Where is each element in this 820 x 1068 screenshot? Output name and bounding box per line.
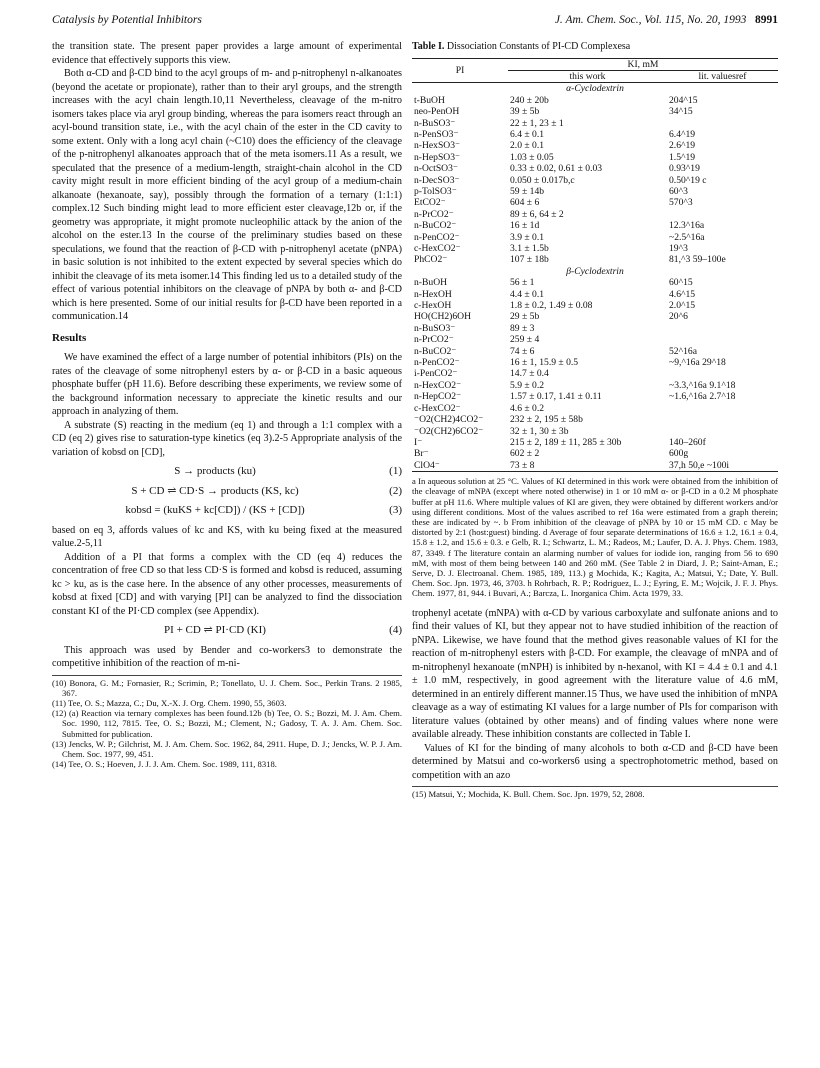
pi-cell: t-BuOH [414,94,445,106]
reference: (11) Tee, O. S.; Mazza, C.; Du, X.-X. J. Org. Chem. 1990, 55, 3603. [52,697,287,708]
this-work-cell: 5.9 ± 0.2 [510,379,545,391]
lit-value-cell: 81,^3 59–100e [669,254,726,266]
lit-value-cell: 2.6^19 [669,140,696,152]
header-pi: PI [455,64,465,76]
lit-value-cell: 6.4^19 [669,128,696,140]
pi-cell: n-BuCO2⁻ [414,220,457,232]
table-row [412,106,778,117]
reference: (14) Tee, O. S.; Hoeven, J. J. J. Am. Chem. Soc. 1989, 111, 8318. [52,759,277,770]
lit-value-cell: ~2.5^16a [669,231,705,243]
pi-cell: n-BuSO3⁻ [414,117,456,129]
table-row [412,129,778,140]
pi-cell: c-HexCO2⁻ [414,243,461,254]
table-row [412,414,778,425]
pi-cell: n-PrCO2⁻ [414,208,454,220]
section-heading-results: Results [52,331,87,344]
this-work-cell: 32 ± 1, 30 ± 3b [510,425,569,437]
pi-cell: EtCO2⁻ [414,197,446,209]
table-row [412,289,778,300]
lit-value-cell: 1.5^19 [669,151,696,163]
page-number: 8991 [755,14,778,26]
this-work-cell: 3.9 ± 0.1 [510,231,545,243]
pi-cell: n-HexOH [414,288,452,300]
pi-cell: n-BuOH [414,277,448,289]
this-work-cell: 74 ± 6 [510,345,535,357]
this-work-cell: 1.57 ± 0.17, 1.41 ± 0.11 [510,391,602,403]
header-lit-values: lit. valuesref [698,70,747,82]
pi-cell: neo-PenOH [414,106,460,118]
pi-cell: i-PenCO2⁻ [414,368,458,380]
equation-3 [52,504,402,518]
pi-cell: n-PenCO2⁻ [414,357,460,369]
this-work-cell: 29 ± 5b [510,311,540,323]
table-row [412,426,778,437]
journal-citation: J. Am. Chem. Soc., Vol. 115, No. 20, 1993 [554,14,747,26]
table-row [412,220,778,231]
pi-cell: n-HepSO3⁻ [414,151,461,163]
this-work-cell: 16 ± 1, 15.9 ± 0.5 [510,357,579,369]
table-row [412,95,778,106]
journal-header [458,14,778,26]
pi-cell: c-HexOH [414,300,452,312]
this-work-cell: 1.03 ± 0.05 [510,151,554,163]
this-work-cell: 4.4 ± 0.1 [510,288,545,300]
lit-value-cell: ~3.3,^16a 9.1^18 [669,379,736,391]
table-label: Table I. [412,41,445,52]
this-work-cell: 89 ± 3 [510,322,535,334]
this-work-cell: 215 ± 2, 189 ± 11, 285 ± 30b [510,436,622,448]
references-right [412,786,778,799]
table-row [412,460,778,472]
this-work-cell: 6.4 ± 0.1 [510,128,545,140]
paragraph: We have examined the effect of a large number of potential inhibitors (PIs) on the rates of the cleavage of some nitrophenyl esters by α- or β-CD in a basic aqueous phosphate buffer (pH 11.6). Before describing these experiments, we review some of the background information necessary to appreciate the kinetic results and our approach in analyzing of them. [52,352,402,417]
pi-cell: I⁻ [414,436,423,448]
this-work-cell: 39 ± 5b [510,106,540,118]
reference: (15) Matsui, Y.; Mochida, K. Bull. Chem. Soc. Jpn. 1979, 52, 2808. [412,789,645,800]
table-row [412,357,778,368]
equation-4 [52,624,402,638]
lit-value-cell [667,209,778,220]
this-work-cell: 1.8 ± 0.2, 1.49 ± 0.08 [510,300,593,312]
paragraph: based on eq 3, affords values of kc and KS, with ku being fixed at the measured value.2-5,11 [52,524,402,549]
pi-cell: n-PenCO2⁻ [414,231,460,243]
reference: (12) (a) Reaction via ternary complexes has been found.12b (b) Tee, O. S.; Bozzi, M. J. Am. Chem. Soc. 1990, 112, 7815. Tee, O. S.; Bozzi, M.; Clement, N.; Gadosy, T. A. J. Am. Chem. Soc. Submitted for publication. [52,708,402,739]
equation-body: kobsd = (kuKS + kc[CD]) / (KS + [CD]) [125,504,305,516]
table-row [412,140,778,151]
this-work-cell: 602 ± 2 [510,448,540,460]
this-work-cell: 56 ± 1 [510,277,535,289]
table-row [412,300,778,311]
this-work-cell: 0.050 ± 0.017b,c [510,174,575,186]
pi-cell: n-HexCO2⁻ [414,379,462,391]
right-column [412,40,778,799]
table-row [412,197,778,208]
left-column [52,40,402,769]
this-work-cell: 59 ± 14b [510,185,545,197]
table-footnotes: a In aqueous solution at 25 °C. Values of KI determined in this work were obtained from the inhibition of the cleavage of mNPA (except where noted otherwise) in 1 or 10 mM α- or β-CD in a 0.2 M phosphate buffer at pH 11.6. Where multiple values of KI are given, they were obtained by different workers and/or using different conditions. Most of the values ascribed to ref 16a were estimated from a graph therein; these are indicated by ~. b From inhibition of the cleavage of pNPA by 10 or 15 mM CD. c May be distorted by 2:1 (host:guest) binding. d Average of four separate determinations of 16.6 ± 1.2, 16.1 ± 0.4, 15.8 ± 1.2, and 15.6 ± 0.3. e Gelb, R. I.; Schwartz, L. M.; Radeos, M.; Laufer, D. A. J. Phys. Chem. 1983, 87, 3349. f The literature contain an alarming number of values for iodide ion, ranging from 56 to 690 mM, with most of them being between 140 and 260 mM. (See Table 2 in Diard, J. P.; Saint-Aman, E.; Serve, D. J. Electroanal. Chem. 1985, 189, 113.) g Mochida, K.; Kagita, A.; Matsui, Y.; Date, Y. Bull. Chem. Soc. Jpn. 1973, 46, 3703. h Rohrbach, R. P.; Rodriguez, L. J.; Eyring, E. M.; Wojcik, J. F. J. Phys. Chem. 1977, 81, 944. i Buvari, A.; Barcza, L. Inorganica Chim. Acta 1979, 33. [412,476,778,599]
pi-cell: PhCO2⁻ [414,254,448,266]
lit-value-cell: 60^15 [669,277,693,289]
pi-cell: HO(CH2)6OH [414,311,472,323]
lit-value-cell [667,323,778,334]
lit-value-cell: 37,h 50,e ~100i [669,459,730,471]
pi-cell: ClO4⁻ [414,459,440,471]
this-work-cell: 2.0 ± 0.1 [510,140,545,152]
this-work-cell: 0.33 ± 0.02, 0.61 ± 0.03 [510,163,603,175]
pi-cell: p-TolSO3⁻ [414,185,457,197]
table-row [412,232,778,243]
this-work-cell: 22 ± 1, 23 ± 1 [510,117,564,129]
table-row [412,346,778,357]
table-row [412,403,778,414]
lit-value-cell [667,426,778,437]
equation-number: (4) [389,624,402,636]
lit-value-cell: 19^3 [669,243,688,254]
table-row [412,334,778,345]
lit-value-cell [667,118,778,129]
lit-value-cell [667,403,778,414]
table-title: Dissociation Constants of PI-CD Complexesa [446,41,631,52]
table-row [412,311,778,322]
this-work-cell: 240 ± 20b [510,94,549,106]
pi-cell: n-PenSO3⁻ [414,128,459,140]
equation-number: (3) [389,504,402,516]
table-row [412,391,778,402]
running-title: Catalysis by Potential Inhibitors [52,14,202,26]
lit-value-cell: ~1.6,^16a 2.7^18 [669,391,736,403]
table-row [412,437,778,448]
lit-value-cell: 34^15 [669,106,693,118]
section-alpha: α-Cyclodextrin [566,83,624,95]
alpha-rows [412,95,778,266]
pi-cell: c-HexCO2⁻ [414,402,461,414]
equation-number: (2) [389,484,402,497]
this-work-cell: 89 ± 6, 64 ± 2 [510,208,564,220]
lit-value-cell: 60^3 [669,185,688,197]
table-row [412,380,778,391]
lit-value-cell: 12.3^16a [669,220,705,232]
this-work-cell: 16 ± 1d [510,220,540,232]
equation-1 [52,465,402,479]
lit-value-cell: 0.50^19 c [669,174,707,186]
table-caption [412,40,778,54]
lit-value-cell: 140–260f [669,436,706,448]
lit-value-cell [667,368,778,379]
lit-value-cell [667,414,778,425]
equation-body: PI + CD ⇌ PI·CD (KI) [164,624,266,636]
paragraph: the transition state. The present paper provides a large amount of experimental evidence that effectively supports this view. [52,41,402,66]
lit-value-cell: ~9,^16a 29^18 [669,357,726,369]
this-work-cell: 604 ± 6 [510,197,540,209]
section-beta: β-Cyclodextrin [566,265,624,277]
equation-2 [52,485,402,499]
table-row [412,277,778,288]
pi-cell: Br⁻ [414,448,429,460]
lit-value-cell: 204^15 [669,94,698,106]
pi-cell: n-BuCO2⁻ [414,345,457,357]
pi-cell: ⁻O2(CH2)4CO2⁻ [414,414,484,426]
this-work-cell: 232 ± 2, 195 ± 58b [510,414,583,426]
paragraph: Both α-CD and β-CD bind to the acyl groups of m- and p-nitrophenyl n-alkanoates (beyond the acetate or propionate), rather than to their aryl groups, and the strength increases with the acyl chain length.10,11 Nevertheless, cleavage of the m-nitro isomers takes place via aryl group binding, whereas the para isomers react through an acyl-bound transition state, i.e., with the acyl chain of the ester in the CD cavity to some extent. Only with a long acyl chain (~C10) does the efficiency of the cleavage of the p-nitrophenyl alkanoates approach that of the meta isomers.11 As a result, we speculated that the presence of a medium-length, straight-chain alcohol in the CD cavity might result in more efficient binding of the acyl group of a medium-chain alkanoate (hexanoate, say), possibly through the formation of a ternary (1:1:1) complex.12 Such binding might lead to more efficient ester cleavage,12b or, if the geometry was appropriate, it might promote nucleophilic attack by the anion of the alcohol on the ester.13 In the course of the preliminary studies based on these speculations, we found that the reaction of β-CD with p-nitrophenyl acetate (pNPA) in basic solution is not inhibited to the extent expected by several species which do inhibit the cleavage of its meta isomer.14 This finding led us to a detailed study of the effect of various potential inhibitors on the cleavage of pNPA by both α- and β-CD which is here presented. Some of our initial results for β-CD have been reported in a communication.14 [52,68,402,322]
lit-value-cell: 2.0^15 [669,300,696,312]
header-this-work: this work [569,70,606,82]
pi-cell: ⁻O2(CH2)6CO2⁻ [414,425,484,437]
equation-body: S → products (ku) [174,465,256,477]
table-row [412,448,778,459]
paragraph: trophenyl acetate (mNPA) with α-CD by various carboxylate and sulfonate anions and to find their values of KI, but they appear not to have studied inhibition of the reaction of pNPA. Likewise, we have found that the method gives reasonable values of KI for the reaction of m-nitrophenyl esters with β-CD. For example, the cleavage of mNPA and of m-nitrophenyl hexanoate (mNPH) is inhibited by n-hexanol, with KI = 4.4 ± 0.1 and 4.1 ± 1.0 mM, respectively, in good agreement with the literature value of 4.6 mM, determined in an entirely different manner.15 Thus, we have used the inhibition of mNPA cleavage as a way of estimating KI values for a large number of PIs for comparison with literature values (obtained by other means) and of finding values where none were available already. These inhibition constants are collected in Table I. [412,607,778,741]
this-work-cell: 3.1 ± 1.5b [510,243,549,254]
table-row [412,254,778,265]
paragraph: This approach was used by Bender and co-workers3 to demonstrate the competitive inhibition of the reaction of m-ni- [52,644,402,669]
reference: (10) Bonora, G. M.; Fornasier, R.; Scrimin, P.; Tonellato, U. J. Chem. Soc., Perkin Trans. 2 1985, 367. [52,677,402,698]
pi-cell: n-DecSO3⁻ [414,174,460,186]
pi-cell: n-BuSO3⁻ [414,322,456,334]
table-row [412,163,778,174]
table-row [412,209,778,220]
table-row [412,243,778,254]
lit-value-cell: 20^6 [669,311,688,323]
equation-number: (1) [389,465,402,477]
pi-cell: n-OctSO3⁻ [414,163,458,175]
lit-value-cell: 570^3 [669,197,693,209]
lit-value-cell: 4.6^15 [669,288,696,300]
this-work-cell: 107 ± 18b [510,254,549,266]
references-left [52,675,402,770]
this-work-cell: 259 ± 4 [510,334,540,346]
beta-rows [412,277,778,471]
dissociation-table [412,58,778,473]
this-work-cell: 4.6 ± 0.2 [510,402,545,414]
paragraph: Values of KI for the binding of many alcohols to both α-CD and β-CD have been determined by Matsui and co-workers6 using a spectrophotometric method, based on competition with an azo [412,742,778,781]
table-row [412,152,778,163]
pi-cell: n-PrCO2⁻ [414,334,454,346]
equation-body: S + CD ⇌ CD·S → products (KS, kc) [131,484,299,497]
pi-cell: n-HexSO3⁻ [414,140,461,152]
paragraph: Addition of a PI that forms a complex with the CD (eq 4) reduces the concentration of free CD so that less CD·S is formed and kobsd is reduced, assuming kc > ku, as is the case here. In the absence of any other processes, measurements of kobsd at fixed [CD] and with varying [PI] can be analyzed to find the dissociation constant KI of the PI·CD complex (see Appendix). [52,551,402,617]
lit-value-cell [667,334,778,345]
this-work-cell: 73 ± 8 [510,459,535,471]
table-row [412,118,778,129]
reference: (13) Jencks, W. P.; Gilchrist, M. J. Am. Chem. Soc. 1962, 84, 2911. Hupe, D. J.; Jencks, W. P. J. Am. Chem. Soc. 1977, 99, 451. [52,738,402,759]
table-row [412,186,778,197]
this-work-cell: 14.7 ± 0.4 [510,368,549,380]
table-row [412,323,778,334]
table-row [412,175,778,186]
paragraph: A substrate (S) reacting in the medium (eq 1) and through a 1:1 complex with a CD (eq 2) gives rise to saturation-type kinetics (eq 3).2-5 Appropriate analysis of the variation of kobsd on [CD], [52,419,402,458]
table-row [412,368,778,379]
pi-cell: n-HepCO2⁻ [414,391,462,403]
lit-value-cell: 0.93^19 [669,163,700,175]
lit-value-cell: 600g [669,448,689,460]
lit-value-cell: 52^16a [669,345,697,357]
header-ki: KI, mM [508,58,778,70]
